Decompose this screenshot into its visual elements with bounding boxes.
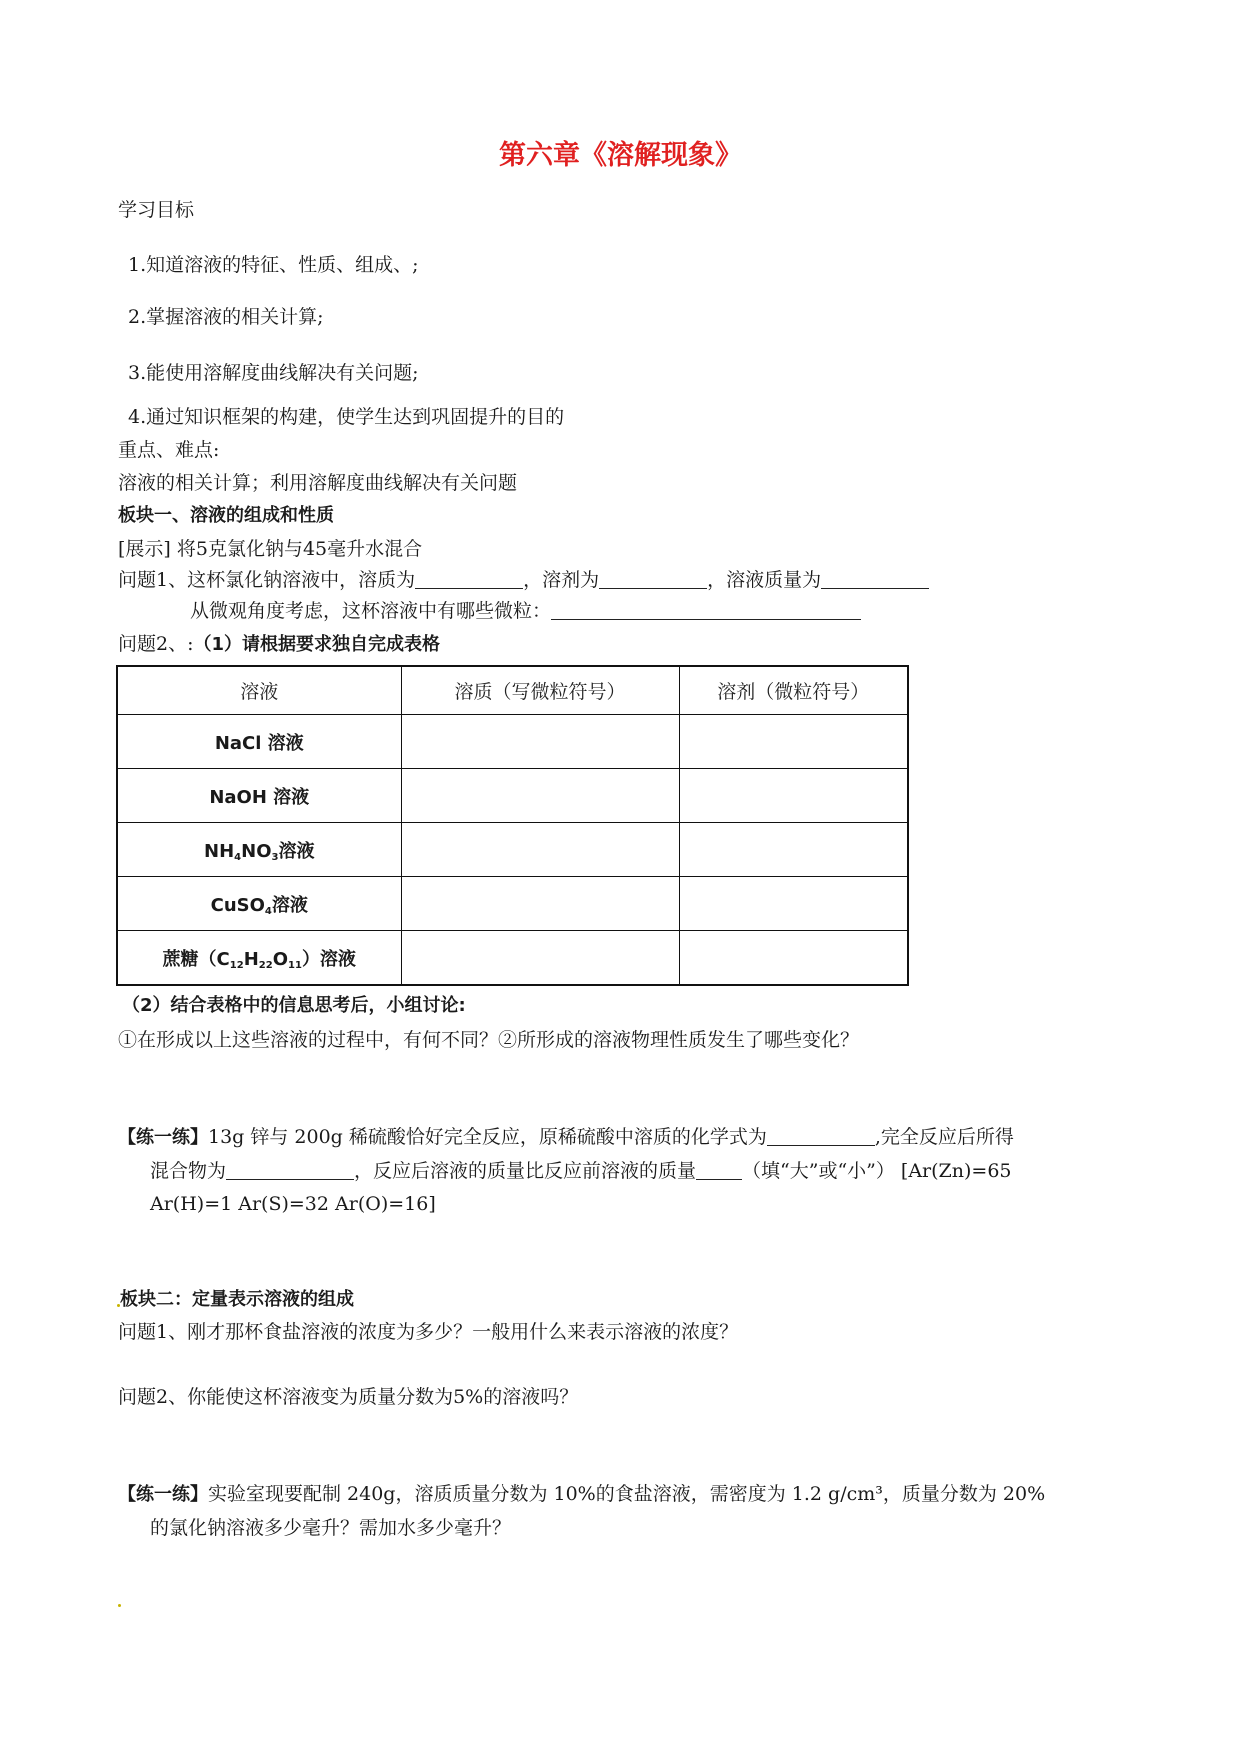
solution-name-cell: 蔗糖$(C_{12}H_{22}O_{11})$溶液 xyxy=(117,931,401,986)
key-points-text: 溶液的相关计算；利用溶解度曲线解决有关问题 xyxy=(118,472,518,494)
practice-1-line3: Ar(H)=1 Ar(S)=32 Ar(O)=16] xyxy=(150,1193,436,1215)
mixture-blank[interactable] xyxy=(226,1159,354,1180)
solution-name-cell: $NH_4NO_3$溶液 xyxy=(117,823,401,877)
question-1 xyxy=(118,567,929,593)
table-row xyxy=(117,823,908,877)
solvent-input-cell[interactable] xyxy=(679,931,908,986)
section1-heading: 板块一、溶液的组成和性质 xyxy=(118,505,334,526)
q1-line2-text: 从微观角度考虑，这杯溶液中有哪些微粒： xyxy=(190,600,552,622)
practice-2-line1: 【练一练】实验室现要配制 240g，溶质质量分数为 10%的食盐溶液，需密度为 1.2 g/cm³，质量分数为 20% xyxy=(118,1483,1046,1505)
solvent-input-cell[interactable] xyxy=(679,715,908,769)
q2-bold: （1）请根据要求独自完成表格 xyxy=(193,634,441,655)
header-solute: 溶质（写微粒符号） xyxy=(401,666,679,715)
page-title: 第六章《溶解现象》 xyxy=(499,140,742,171)
question-1-line2 xyxy=(190,598,861,624)
solution-mass-blank[interactable] xyxy=(821,568,929,589)
objective-item-4: 4.通过知识框架的构建，使学生达到巩固提升的目的 xyxy=(128,406,565,428)
practice-tag: 【练一练】 xyxy=(118,1127,208,1148)
q1-prefix: 问题1、这杯氯化钠溶液中，溶质为 xyxy=(118,569,416,591)
table-row xyxy=(117,931,908,986)
discussion-heading: （2）结合表格中的信息思考后，小组讨论: xyxy=(122,995,466,1016)
solute-input-cell[interactable] xyxy=(401,823,679,877)
solvent-input-cell[interactable] xyxy=(679,823,908,877)
solution-table xyxy=(116,665,909,986)
solute-input-cell[interactable] xyxy=(401,877,679,931)
objectives-heading: 学习目标 xyxy=(118,199,195,221)
header-solvent: 溶剂（微粒符号） xyxy=(679,666,908,715)
q2-prefix: 问题2、: xyxy=(118,633,194,655)
solution-name-cell: CuSO$_4$溶液 xyxy=(117,877,401,931)
solute-input-cell[interactable] xyxy=(401,715,679,769)
solute-input-cell[interactable] xyxy=(401,769,679,823)
practice-1-line1: 【练一练】13g 锌与 200g 稀硫酸恰好完全反应，原稀硫酸中溶质的化学式为 ,完全反应后所得 xyxy=(118,1126,1014,1148)
section2-heading: 板块二：定量表示溶液的组成 xyxy=(120,1289,354,1310)
practice-2-line2: 的氯化钠溶液多少毫升？需加水多少毫升？ xyxy=(150,1517,512,1539)
particles-blank[interactable] xyxy=(551,599,861,620)
discussion-text: ①在形成以上这些溶液的过程中，有何不同？②所形成的溶液物理性质发生了哪些变化？ xyxy=(118,1029,860,1051)
table-header-row xyxy=(117,666,908,715)
table-row xyxy=(117,715,908,769)
objective-item-1: 1.知道溶液的特征、性质、组成、; xyxy=(128,254,419,276)
objective-item-3: 3.能使用溶解度曲线解决有关问题; xyxy=(128,362,419,384)
table-row xyxy=(117,769,908,823)
solute-blank[interactable] xyxy=(415,568,523,589)
solution-name-cell: NaCl 溶液 xyxy=(117,715,401,769)
solvent-blank[interactable] xyxy=(599,568,707,589)
solvent-input-cell[interactable] xyxy=(679,877,908,931)
solute-input-cell[interactable] xyxy=(401,931,679,986)
practice-tag: 【练一练】 xyxy=(118,1484,208,1505)
q1-mid1: ，溶剂为 xyxy=(523,569,600,591)
key-points-heading: 重点、难点: xyxy=(118,439,220,461)
solvent-input-cell[interactable] xyxy=(679,769,908,823)
q1-mid2: ，溶液质量为 xyxy=(707,569,822,591)
solution-name-cell: NaOH 溶液 xyxy=(117,769,401,823)
header-solution: 溶液 xyxy=(117,666,401,715)
practice-1-line2: 混合物为 ，反应后溶液的质量比反应前溶液的质量 （填“大”或“小”） [Ar(Zn)=65 xyxy=(150,1160,1012,1182)
demo-text: [展示] 将5克氯化钠与45毫升水混合 xyxy=(118,538,423,560)
section2-question-1: 问题1、刚才那杯食盐溶液的浓度为多少？一般用什么来表示溶液的浓度？ xyxy=(118,1321,739,1343)
compare-blank[interactable] xyxy=(696,1159,742,1180)
objective-item-2: 2.掌握溶液的相关计算; xyxy=(128,306,324,328)
stray-mark xyxy=(118,1604,121,1607)
section2-question-2: 问题2、你能使这杯溶液变为质量分数为5%的溶液吗？ xyxy=(118,1386,579,1408)
question-2 xyxy=(118,631,440,658)
table-row xyxy=(117,877,908,931)
formula-blank[interactable] xyxy=(767,1125,875,1146)
